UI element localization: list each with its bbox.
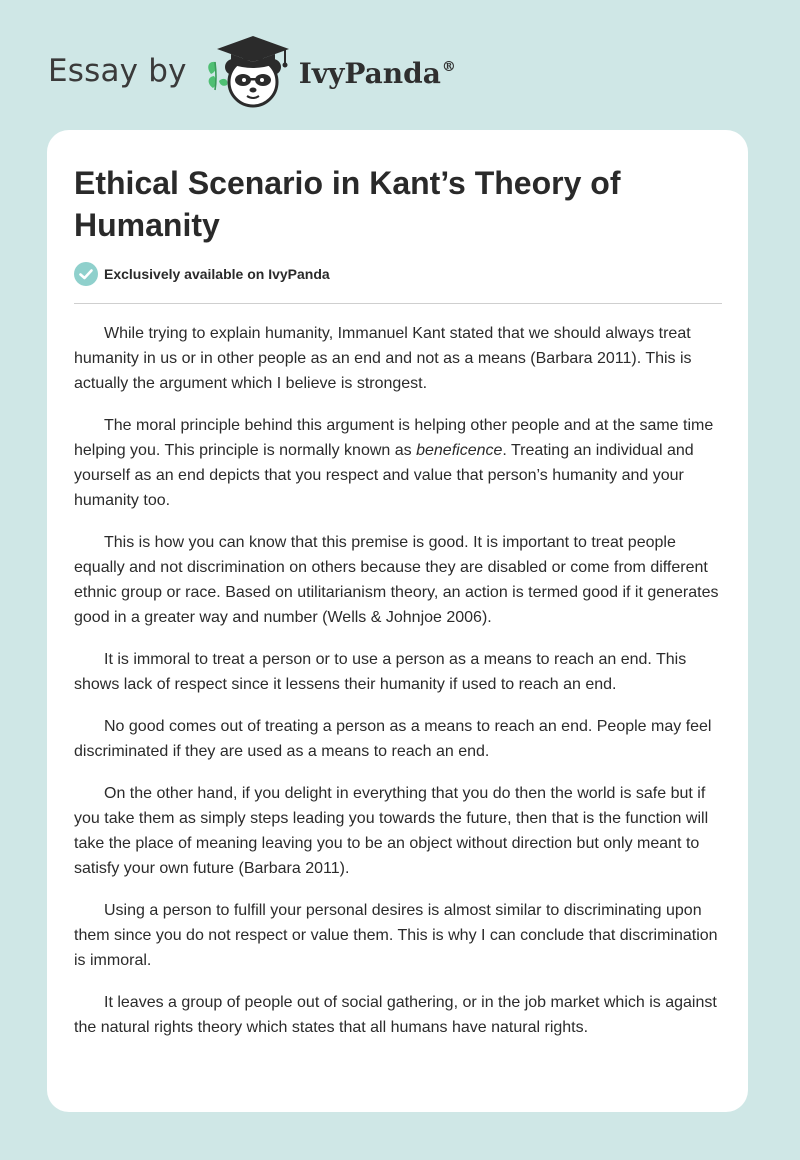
brand-name[interactable]: [299, 57, 456, 90]
paragraph-3: This is how you can know that this premise is good. It is important to treat people equally and not discrimination on others because they are disabled or come from different ethnic group or race. Based on utilitarianism theory, an action is termed good if it generates good in a greater way and number (Wells & Johnjoe 2006).: [74, 534, 719, 626]
paragraph-4: It is immoral to treat a person or to use a person as a means to reach an end. This shows lack of respect since it lessens their humanity if used to reach an end.: [74, 651, 687, 693]
panda-logo-icon[interactable]: [205, 34, 293, 110]
paragraph-8: It leaves a group of people out of social gathering, or in the job market which is against the natural rights theory which states that all humans have natural rights.: [74, 994, 717, 1036]
exclusive-label: Exclusively available on IvyPanda: [104, 266, 330, 282]
essay-card: [47, 130, 748, 1112]
paragraph-2: [74, 413, 724, 513]
check-circle-icon: [74, 262, 98, 286]
paragraph-1: While trying to explain humanity, Immanuel Kant stated that we should always treat humanity in us or in other people as an end and not as a means (Barbara 2011). This is actually the argument which I believe is strongest.: [74, 325, 692, 392]
essay-by-label: Essay by: [48, 53, 187, 89]
paragraph-2-end: . Treating an individual and yourself as an end depicts that you respect and value that person’s humanity and your humanity too.: [74, 442, 694, 509]
exclusive-badge: [74, 262, 330, 286]
essay-title: Ethical Scenario in Kant’s Theory of Humanity: [74, 165, 621, 243]
beneficence-term: beneficence: [416, 442, 503, 459]
title-divider: [74, 303, 722, 304]
paragraph-6: On the other hand, if you delight in everything that you do then the world is safe but if you take them as simply steps leading you towards the future, then that is the function will take the place of meaning leaving you to be an object without direction but only meant to satisfy your own future (Barbara 2011).: [74, 785, 709, 877]
brand-text: IvyPanda: [298, 56, 441, 90]
paragraph-2-start: The moral principle behind this argument is helping other people and at the same time helping you. This principle is normally known as: [74, 417, 714, 459]
paragraph-5: No good comes out of treating a person as a means to reach an end. People may feel discriminated if they are used as a means to reach an end.: [74, 718, 712, 760]
registered-mark: ®: [441, 58, 456, 75]
site-header: [48, 34, 456, 110]
paragraph-7: Using a person to fulfill your personal desires is almost similar to discriminating upon them since you do not respect or value them. This is why I can conclude that discrimination is immoral.: [74, 902, 718, 969]
essay-body: [74, 321, 724, 1057]
